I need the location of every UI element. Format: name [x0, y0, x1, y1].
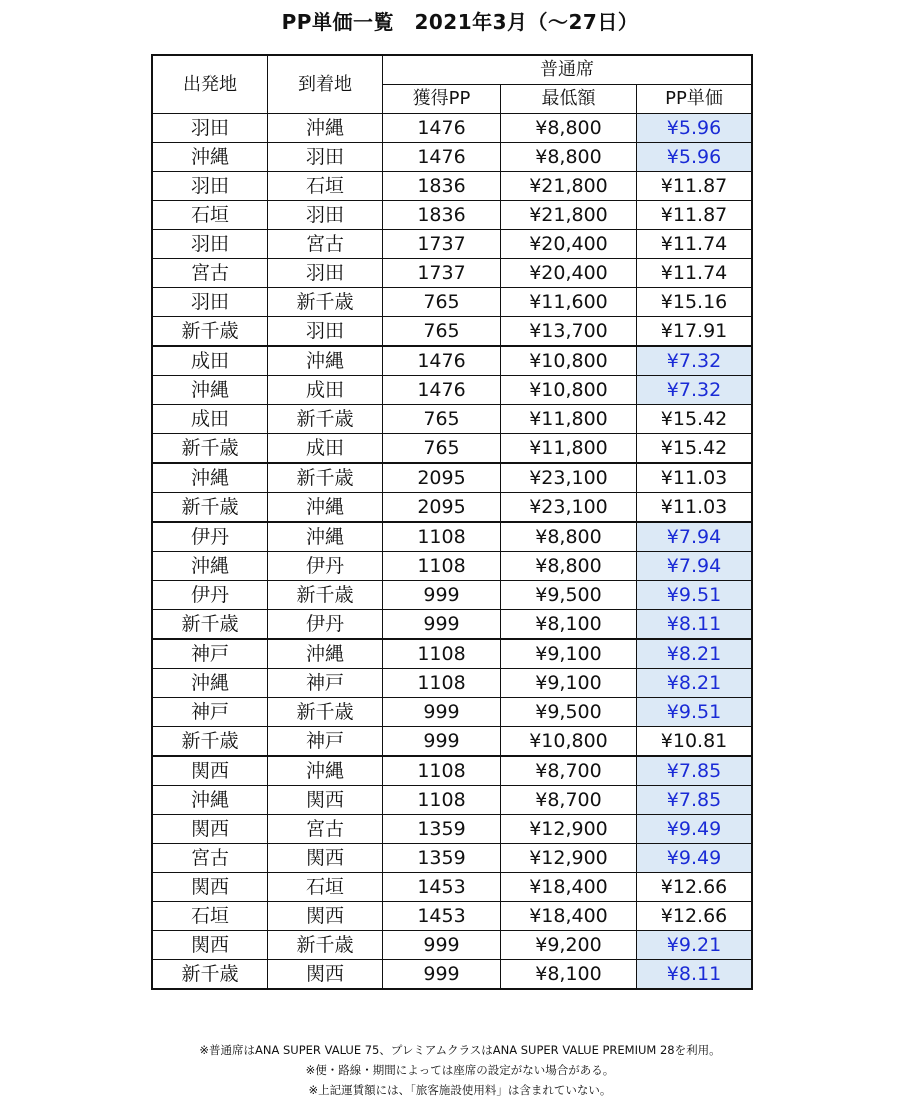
- origin-cell: 新千歳: [153, 493, 268, 523]
- unit-price-cell: ¥15.42: [637, 434, 752, 464]
- origin-cell: 沖縄: [153, 552, 268, 581]
- destination-cell: 伊丹: [268, 552, 383, 581]
- table-row: [153, 288, 752, 317]
- destination-cell: 神戸: [268, 727, 383, 757]
- unit-price-cell: ¥7.85: [637, 756, 752, 786]
- origin-cell: 沖縄: [153, 669, 268, 698]
- origin-cell: 関西: [153, 756, 268, 786]
- footnote: ※便・路線・期間によっては座席の設定がない場合がある。: [305, 1063, 615, 1077]
- unit-price-cell: ¥17.91: [637, 317, 752, 347]
- unit-price-cell: ¥11.87: [637, 172, 752, 201]
- unit-price-cell: ¥5.96: [637, 143, 752, 172]
- min-fare-cell: ¥11,600: [501, 288, 637, 317]
- table-row: [153, 786, 752, 815]
- unit-price-cell: ¥8.21: [637, 639, 752, 669]
- table-row: [153, 669, 752, 698]
- min-fare-cell: ¥9,500: [501, 698, 637, 727]
- origin-cell: 成田: [153, 346, 268, 376]
- min-fare-cell: ¥18,400: [501, 873, 637, 902]
- points-cell: 1737: [383, 230, 501, 259]
- origin-cell: 新千歳: [153, 434, 268, 464]
- points-cell: 1476: [383, 143, 501, 172]
- table-row: [153, 931, 752, 960]
- min-fare-cell: ¥10,800: [501, 346, 637, 376]
- points-cell: 2095: [383, 463, 501, 493]
- destination-cell: 関西: [268, 960, 383, 989]
- origin-cell: 羽田: [153, 114, 268, 143]
- points-cell: 1108: [383, 756, 501, 786]
- points-cell: 999: [383, 960, 501, 989]
- destination-cell: 羽田: [268, 317, 383, 347]
- min-fare-cell: ¥8,800: [501, 522, 637, 552]
- points-cell: 1108: [383, 522, 501, 552]
- table-row: [153, 201, 752, 230]
- unit-price-cell: ¥9.21: [637, 931, 752, 960]
- unit-price-cell: ¥15.42: [637, 405, 752, 434]
- min-fare-cell: ¥9,500: [501, 581, 637, 610]
- footnotes: [0, 1040, 920, 1100]
- min-fare-cell: ¥12,900: [501, 844, 637, 873]
- points-cell: 1836: [383, 201, 501, 230]
- min-fare-cell: ¥23,100: [501, 463, 637, 493]
- min-fare-cell: ¥20,400: [501, 230, 637, 259]
- points-cell: 1476: [383, 114, 501, 143]
- destination-cell: 新千歳: [268, 288, 383, 317]
- table-row: [153, 346, 752, 376]
- destination-cell: 関西: [268, 844, 383, 873]
- points-cell: 1836: [383, 172, 501, 201]
- origin-cell: 宮古: [153, 844, 268, 873]
- table-row: [153, 172, 752, 201]
- destination-cell: 神戸: [268, 669, 383, 698]
- min-fare-cell: ¥21,800: [501, 201, 637, 230]
- origin-cell: 関西: [153, 815, 268, 844]
- header-row-1: [153, 56, 752, 85]
- table-row: [153, 902, 752, 931]
- destination-cell: 羽田: [268, 259, 383, 288]
- unit-price-cell: ¥5.96: [637, 114, 752, 143]
- points-cell: 1476: [383, 346, 501, 376]
- table-row: [153, 581, 752, 610]
- unit-price-cell: ¥11.74: [637, 230, 752, 259]
- destination-cell: 新千歳: [268, 931, 383, 960]
- points-cell: 1108: [383, 786, 501, 815]
- header-min-fare: 最低額: [501, 85, 637, 114]
- points-cell: 765: [383, 288, 501, 317]
- points-cell: 1359: [383, 815, 501, 844]
- origin-cell: 新千歳: [153, 960, 268, 989]
- table-row: [153, 727, 752, 757]
- origin-cell: 神戸: [153, 639, 268, 669]
- destination-cell: 沖縄: [268, 756, 383, 786]
- unit-price-cell: ¥10.81: [637, 727, 752, 757]
- table-row: [153, 114, 752, 143]
- destination-cell: 沖縄: [268, 522, 383, 552]
- points-cell: 1453: [383, 873, 501, 902]
- min-fare-cell: ¥18,400: [501, 902, 637, 931]
- destination-cell: 沖縄: [268, 114, 383, 143]
- min-fare-cell: ¥8,700: [501, 786, 637, 815]
- origin-cell: 新千歳: [153, 727, 268, 757]
- destination-cell: 新千歳: [268, 581, 383, 610]
- min-fare-cell: ¥10,800: [501, 376, 637, 405]
- points-cell: 1476: [383, 376, 501, 405]
- points-cell: 1108: [383, 639, 501, 669]
- table-row: [153, 698, 752, 727]
- points-cell: 765: [383, 434, 501, 464]
- origin-cell: 関西: [153, 931, 268, 960]
- table-row: [153, 552, 752, 581]
- destination-cell: 宮古: [268, 815, 383, 844]
- points-cell: 999: [383, 931, 501, 960]
- table-row: [153, 756, 752, 786]
- min-fare-cell: ¥11,800: [501, 434, 637, 464]
- table-row: [153, 405, 752, 434]
- destination-cell: 沖縄: [268, 639, 383, 669]
- origin-cell: 石垣: [153, 201, 268, 230]
- destination-cell: 羽田: [268, 201, 383, 230]
- origin-cell: 沖縄: [153, 463, 268, 493]
- unit-price-cell: ¥8.11: [637, 960, 752, 989]
- destination-cell: 宮古: [268, 230, 383, 259]
- min-fare-cell: ¥23,100: [501, 493, 637, 523]
- unit-price-cell: ¥15.16: [637, 288, 752, 317]
- footnote: ※普通席はANA SUPER VALUE 75、プレミアムクラスはANA SUPER VALUE PREMIUM 28を利用。: [199, 1043, 721, 1057]
- table-row: [153, 844, 752, 873]
- origin-cell: 沖縄: [153, 786, 268, 815]
- min-fare-cell: ¥8,700: [501, 756, 637, 786]
- points-cell: 1359: [383, 844, 501, 873]
- table-row: [153, 259, 752, 288]
- min-fare-cell: ¥21,800: [501, 172, 637, 201]
- origin-cell: 神戸: [153, 698, 268, 727]
- points-cell: 765: [383, 405, 501, 434]
- unit-price-cell: ¥11.03: [637, 463, 752, 493]
- header-destination: 到着地: [268, 56, 383, 114]
- unit-price-cell: ¥9.51: [637, 581, 752, 610]
- destination-cell: 新千歳: [268, 698, 383, 727]
- header-unit-price: PP単価: [637, 85, 752, 114]
- min-fare-cell: ¥12,900: [501, 815, 637, 844]
- header-seat-class: 普通席: [383, 56, 752, 85]
- destination-cell: 石垣: [268, 172, 383, 201]
- header-origin: 出発地: [153, 56, 268, 114]
- points-cell: 1108: [383, 552, 501, 581]
- origin-cell: 新千歳: [153, 610, 268, 640]
- unit-price-cell: ¥8.11: [637, 610, 752, 640]
- min-fare-cell: ¥8,800: [501, 143, 637, 172]
- destination-cell: 沖縄: [268, 346, 383, 376]
- table-row: [153, 960, 752, 989]
- unit-price-cell: ¥8.21: [637, 669, 752, 698]
- origin-cell: 沖縄: [153, 376, 268, 405]
- unit-price-cell: ¥12.66: [637, 873, 752, 902]
- points-cell: 999: [383, 698, 501, 727]
- header-points: 獲得PP: [383, 85, 501, 114]
- origin-cell: 石垣: [153, 902, 268, 931]
- destination-cell: 伊丹: [268, 610, 383, 640]
- destination-cell: 成田: [268, 376, 383, 405]
- table-row: [153, 317, 752, 347]
- min-fare-cell: ¥9,200: [501, 931, 637, 960]
- unit-price-cell: ¥9.51: [637, 698, 752, 727]
- destination-cell: 羽田: [268, 143, 383, 172]
- points-cell: 1108: [383, 669, 501, 698]
- table-row: [153, 873, 752, 902]
- table-row: [153, 522, 752, 552]
- min-fare-cell: ¥8,100: [501, 960, 637, 989]
- min-fare-cell: ¥9,100: [501, 669, 637, 698]
- destination-cell: 関西: [268, 902, 383, 931]
- page-title: PP単価一覧 2021年3月（～27日）: [281, 10, 639, 34]
- table-row: [153, 434, 752, 464]
- min-fare-cell: ¥13,700: [501, 317, 637, 347]
- table-row: [153, 493, 752, 523]
- table-row: [153, 463, 752, 493]
- origin-cell: 羽田: [153, 288, 268, 317]
- origin-cell: 伊丹: [153, 522, 268, 552]
- min-fare-cell: ¥8,100: [501, 610, 637, 640]
- unit-price-cell: ¥7.94: [637, 522, 752, 552]
- origin-cell: 新千歳: [153, 317, 268, 347]
- unit-price-cell: ¥7.94: [637, 552, 752, 581]
- destination-cell: 成田: [268, 434, 383, 464]
- min-fare-cell: ¥8,800: [501, 552, 637, 581]
- unit-price-cell: ¥9.49: [637, 844, 752, 873]
- destination-cell: 沖縄: [268, 493, 383, 523]
- table-row: [153, 815, 752, 844]
- table-row: [153, 143, 752, 172]
- pp-unit-price-table: [152, 55, 752, 989]
- min-fare-cell: ¥20,400: [501, 259, 637, 288]
- destination-cell: 新千歳: [268, 405, 383, 434]
- points-cell: 999: [383, 581, 501, 610]
- unit-price-cell: ¥7.32: [637, 376, 752, 405]
- origin-cell: 沖縄: [153, 143, 268, 172]
- unit-price-cell: ¥9.49: [637, 815, 752, 844]
- unit-price-cell: ¥11.87: [637, 201, 752, 230]
- table-row: [153, 230, 752, 259]
- unit-price-cell: ¥7.85: [637, 786, 752, 815]
- points-cell: 999: [383, 610, 501, 640]
- footnote: ※上記運賃額には、「旅客施設使用料」は含まれていない。: [308, 1083, 612, 1097]
- points-cell: 999: [383, 727, 501, 757]
- points-cell: 1453: [383, 902, 501, 931]
- table-row: [153, 639, 752, 669]
- origin-cell: 羽田: [153, 172, 268, 201]
- unit-price-cell: ¥11.74: [637, 259, 752, 288]
- unit-price-cell: ¥12.66: [637, 902, 752, 931]
- origin-cell: 羽田: [153, 230, 268, 259]
- min-fare-cell: ¥9,100: [501, 639, 637, 669]
- origin-cell: 関西: [153, 873, 268, 902]
- points-cell: 765: [383, 317, 501, 347]
- origin-cell: 成田: [153, 405, 268, 434]
- destination-cell: 関西: [268, 786, 383, 815]
- table-row: [153, 610, 752, 640]
- points-cell: 2095: [383, 493, 501, 523]
- table-row: [153, 376, 752, 405]
- min-fare-cell: ¥8,800: [501, 114, 637, 143]
- points-cell: 1737: [383, 259, 501, 288]
- origin-cell: 伊丹: [153, 581, 268, 610]
- unit-price-cell: ¥11.03: [637, 493, 752, 523]
- origin-cell: 宮古: [153, 259, 268, 288]
- destination-cell: 新千歳: [268, 463, 383, 493]
- min-fare-cell: ¥10,800: [501, 727, 637, 757]
- unit-price-cell: ¥7.32: [637, 346, 752, 376]
- destination-cell: 石垣: [268, 873, 383, 902]
- min-fare-cell: ¥11,800: [501, 405, 637, 434]
